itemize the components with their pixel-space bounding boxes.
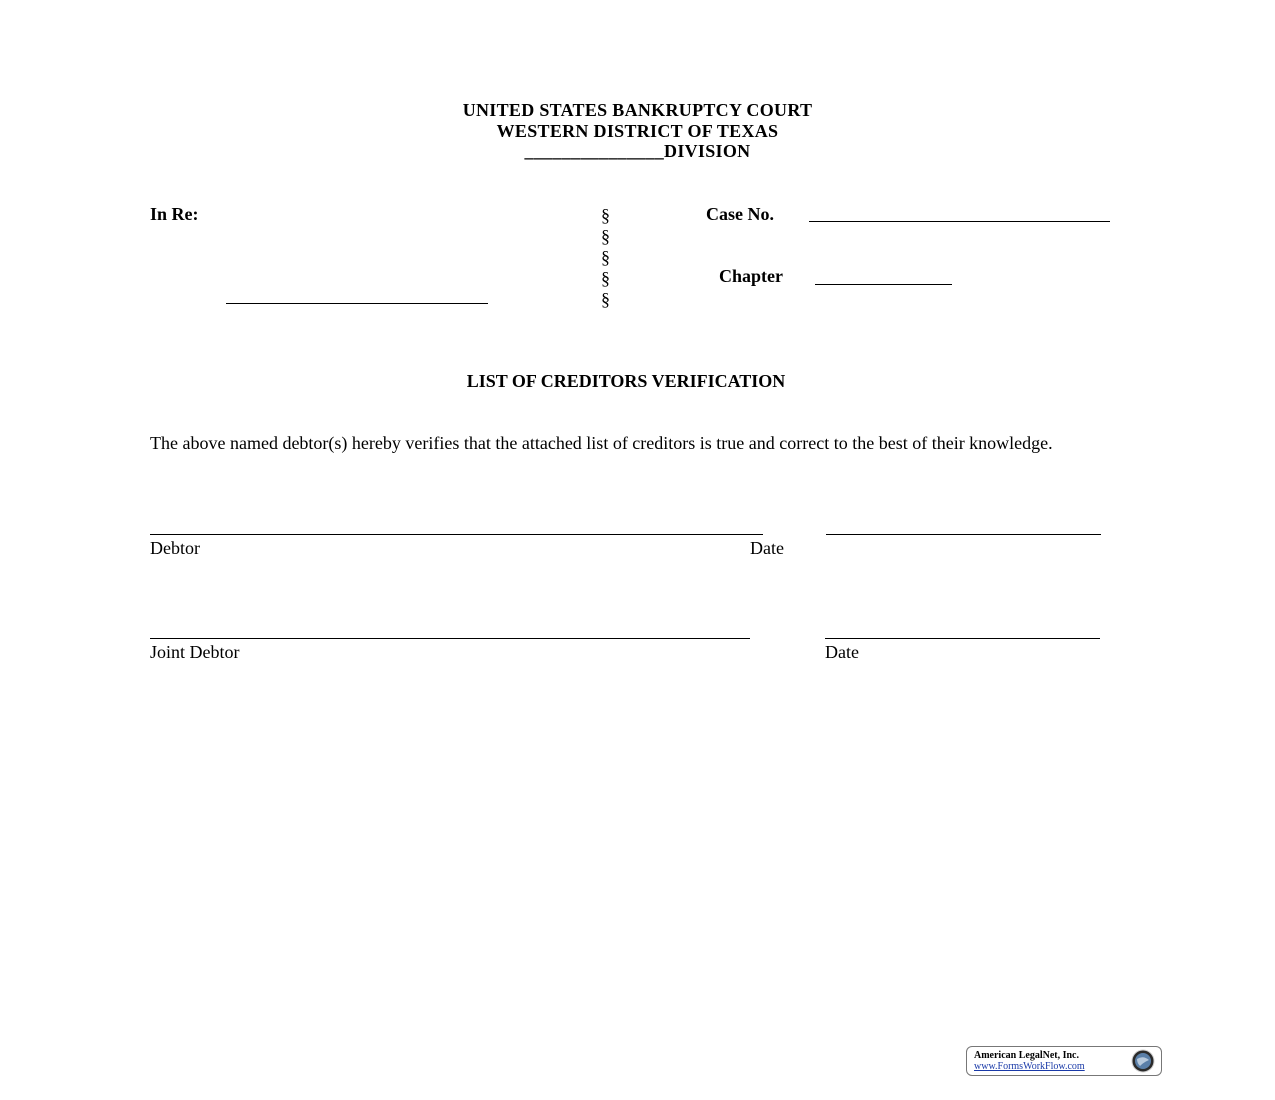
debtor-signature-line[interactable] [150, 534, 763, 535]
globe-icon [1131, 1049, 1155, 1073]
document-title: LIST OF CREDITORS VERIFICATION [466, 371, 786, 391]
chapter-label: Chapter [719, 266, 783, 286]
debtor-name-line[interactable] [226, 303, 488, 304]
section-mark: § [601, 289, 610, 309]
logo-company-name: American LegalNet, Inc. [974, 1050, 1079, 1061]
division-name: _______________DIVISION [524, 141, 751, 161]
american-legalnet-logo [966, 1046, 1162, 1076]
chapter-line[interactable] [815, 284, 952, 285]
section-mark: § [601, 268, 610, 288]
debtor-date-line[interactable] [826, 534, 1101, 535]
joint-debtor-date-label: Date [825, 642, 859, 662]
debtor-date-label: Date [750, 538, 784, 558]
in-re-label: In Re: [150, 204, 199, 224]
court-name: UNITED STATES BANKRUPTCY COURT [462, 100, 813, 120]
section-mark: § [601, 247, 610, 267]
case-no-line[interactable] [809, 221, 1110, 222]
case-no-label: Case No. [706, 204, 774, 224]
joint-debtor-signature-line[interactable] [150, 638, 750, 639]
section-mark: § [601, 226, 610, 246]
section-mark: § [601, 205, 610, 225]
logo-url-link[interactable]: www.FormsWorkFlow.com [974, 1061, 1085, 1072]
debtor-label: Debtor [150, 538, 200, 558]
joint-debtor-label: Joint Debtor [150, 642, 240, 662]
verification-text: The above named debtor(s) hereby verifies that the attached list of creditors is true and correct to the best of their knowledge. [150, 433, 1053, 453]
district-name: WESTERN DISTRICT OF TEXAS [496, 121, 779, 141]
joint-debtor-date-line[interactable] [825, 638, 1100, 639]
